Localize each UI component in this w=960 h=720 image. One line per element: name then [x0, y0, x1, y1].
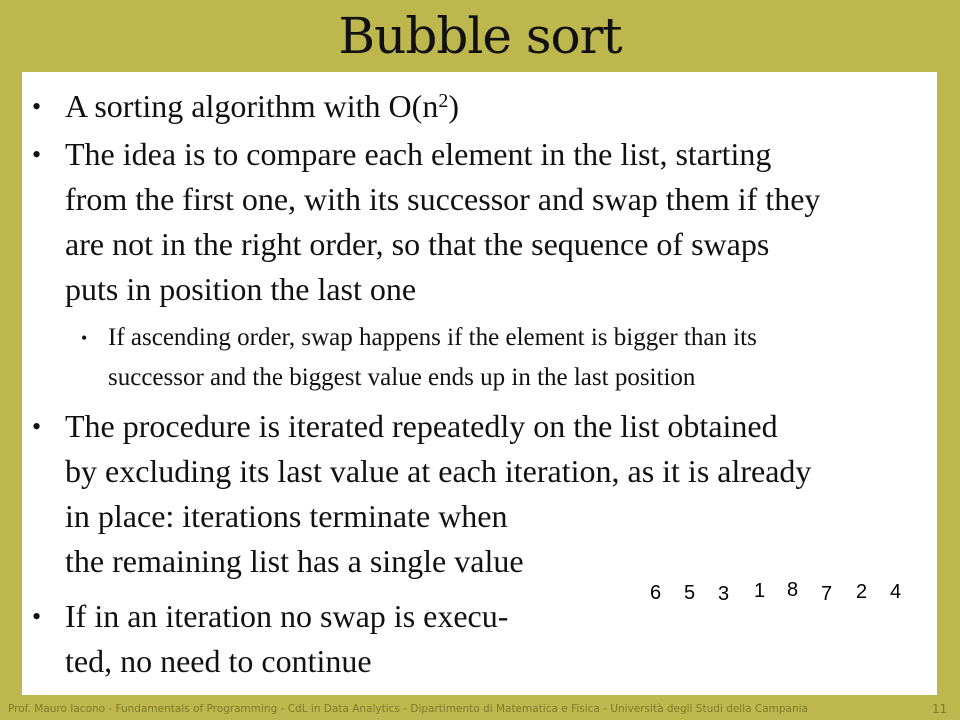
- bullet-dot: •: [32, 92, 42, 121]
- page-number: 11: [932, 702, 948, 716]
- array-value: 1: [754, 580, 766, 602]
- bullet-dot: •: [32, 140, 42, 169]
- array-value: 8: [787, 579, 799, 601]
- bullet-dot: •: [32, 602, 42, 631]
- array-value: 3: [718, 583, 730, 605]
- array-value: 7: [821, 583, 833, 605]
- array-value: 2: [856, 581, 868, 603]
- sub-bullet-dot: •: [81, 328, 88, 348]
- content-panel: [22, 72, 937, 695]
- array-animation: [650, 580, 920, 610]
- bullet-early-exit: • If in an iteration no swap is execu- ted, no need to continue: [65, 594, 508, 684]
- slide-footer: Prof. Mauro Iacono - Fundamentals of Programming - CdL in Data Analytics - Dipartimento di Matematica e Fisica - Università degli Studi della Campania: [8, 703, 808, 715]
- bullet-complexity: • A sorting algorithm with $O(n^2)$: [65, 84, 459, 129]
- bullet-dot: •: [32, 412, 42, 441]
- array-value: 6: [650, 582, 662, 604]
- sub-bullet-ascending: • If ascending order, swap happens if the element is bigger than its successor and the biggest value ends up in the last position: [108, 318, 757, 398]
- slide-title: Bubble sort: [338, 7, 622, 65]
- array-value: 4: [890, 581, 902, 603]
- array-value: 5: [684, 582, 696, 604]
- bullet-idea: • The idea is to compare each element in the list, starting from the first one, with its successor and swap them if they are not in the right order, so that the sequence of swaps puts in position the last one: [65, 132, 820, 312]
- bullet-procedure: • The procedure is iterated repeatedly on the list obtained by excluding its last value at each iteration, as it is already in place: iterations terminate when the remaining list has a single value: [65, 404, 811, 584]
